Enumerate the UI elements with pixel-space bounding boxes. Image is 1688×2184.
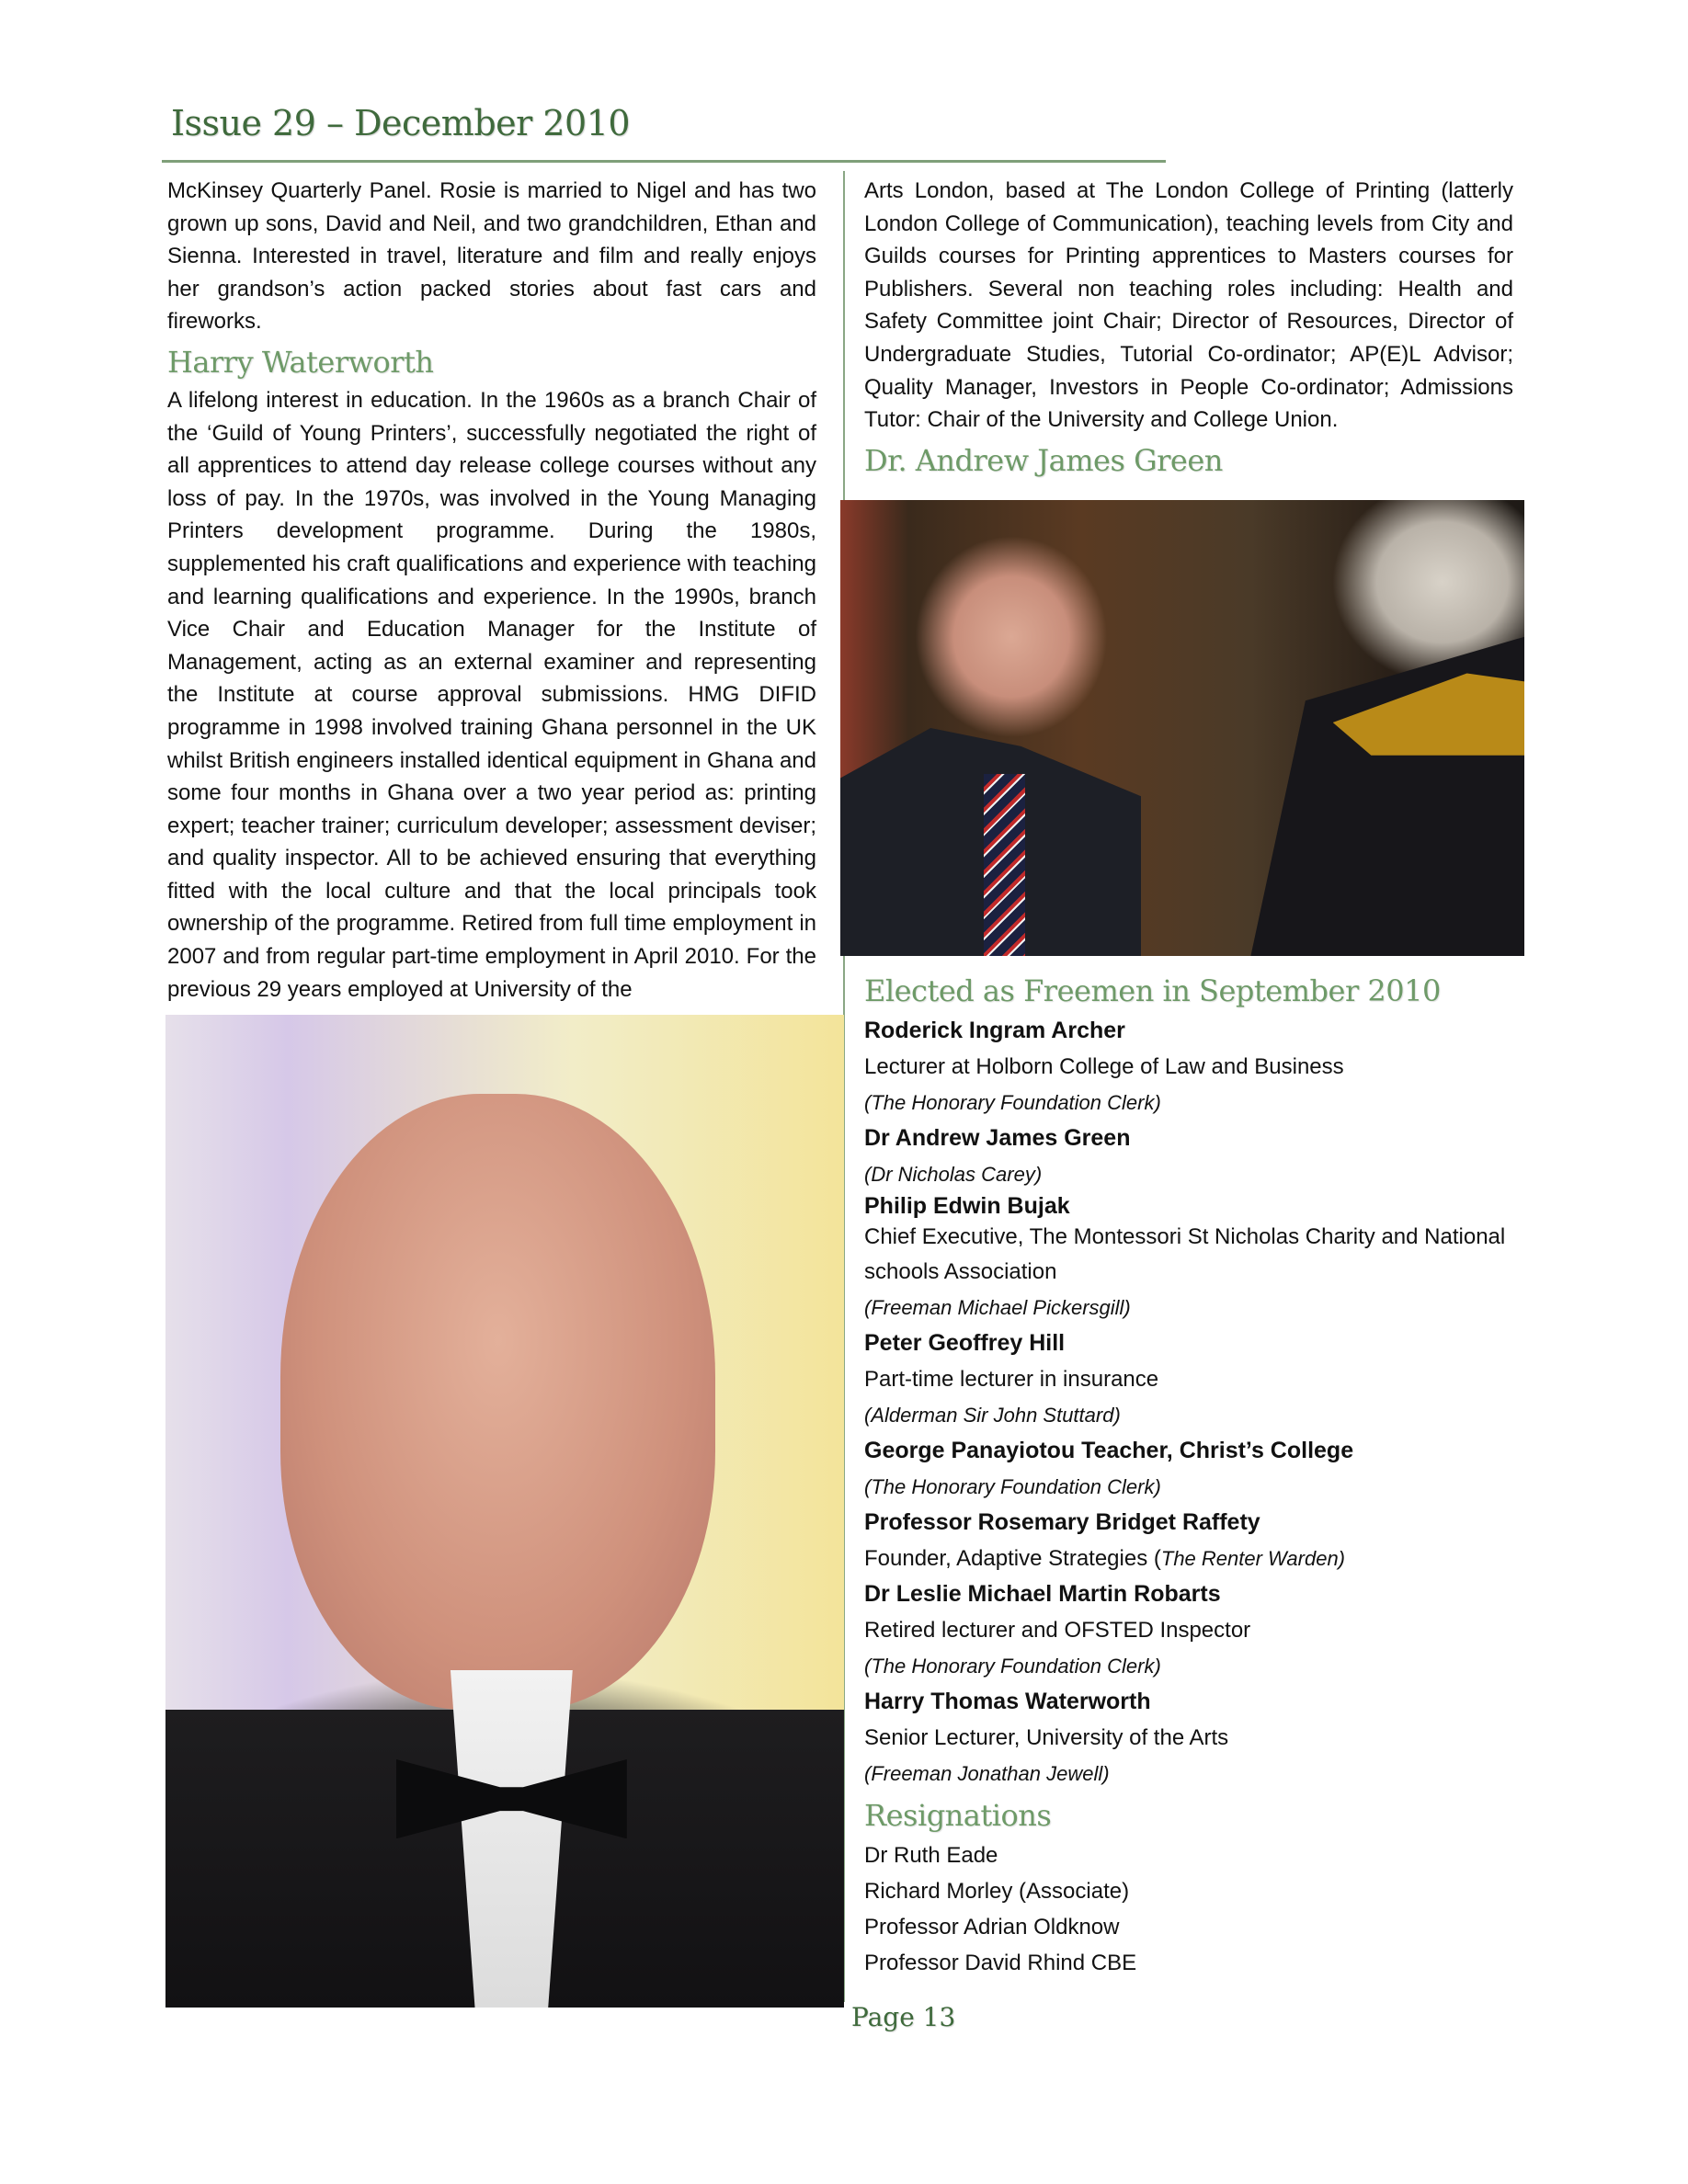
photo-subject-tie [984, 774, 1025, 956]
elected-description: Retired lecturer and OFSTED Inspector [864, 1618, 1251, 1643]
elected-name: Dr Andrew James Green [864, 1125, 1131, 1151]
elected-sponsor: The Renter Warden) [1160, 1547, 1346, 1570]
elected-name: Professor Rosemary Bridget Raffety [864, 1509, 1260, 1535]
elected-entry [864, 1325, 1513, 1433]
continued-bio-paragraph: Arts London, based at The London College of Printing (latterly London College of Communication), teaching levels from City and Guilds courses for Printing apprentices to Masters courses for Publishers. Several non teaching roles including: Health and Safety Committee joint Chair; Director of Resources, Director of Undergraduate Studies, Tutorial Co-ordinator; AP(E)L Advisor; Quality Manager, Investors in People Co-ordinator; Admissions Tutor: Chair of the University and College Union. [864, 178, 1513, 433]
elected-sponsor: (Dr Nicholas Carey) [864, 1163, 1043, 1186]
elected-entry [864, 1684, 1513, 1792]
resignations-list [864, 1837, 1513, 1981]
andrew-green-heading: Dr. Andrew James Green [864, 442, 1223, 478]
intro-paragraph: McKinsey Quarterly Panel. Rosie is married to Nigel and has two grown up sons, David and Neil, and two grandchildren, Ethan and Sienna. Interested in travel, literature and film and really enjoys her grandson’s action packed stories about fast cars and fireworks. [167, 178, 816, 335]
right-column [864, 175, 1513, 483]
elected-sponsor: (Alderman Sir John Stuttard) [864, 1404, 1121, 1427]
resignation-item: Professor Adrian Oldknow [864, 1915, 1120, 1939]
elected-description: Senior Lecturer, University of the Arts [864, 1725, 1229, 1750]
elected-entry [864, 1192, 1513, 1325]
resignation-item: Richard Morley (Associate) [864, 1879, 1130, 1904]
header-rule [162, 160, 1166, 163]
elected-sponsor: (The Honorary Foundation Clerk) [864, 1091, 1161, 1114]
elected-name: George Panayiotou Teacher, Christ’s College [864, 1438, 1354, 1463]
page-number: Page 13 [851, 2002, 956, 2032]
elected-name: Harry Thomas Waterworth [864, 1689, 1151, 1714]
resignations-heading: Resignations [864, 1798, 1052, 1833]
elected-name: Roderick Ingram Archer [864, 1018, 1125, 1043]
elected-description: Founder, Adaptive Strategies ( [864, 1546, 1161, 1571]
elected-sponsor: (Freeman Jonathan Jewell) [864, 1762, 1110, 1785]
harry-waterworth-heading: Harry Waterworth [167, 344, 434, 380]
elected-entry [864, 1505, 1513, 1576]
elected-sponsor: (Freeman Michael Pickersgill) [864, 1296, 1131, 1319]
resignation-item: Professor David Rhind CBE [864, 1951, 1137, 1975]
elected-name: Philip Edwin Bujak [864, 1193, 1070, 1219]
elected-entry [864, 1013, 1513, 1120]
left-column [167, 175, 816, 1006]
issue-title: Issue 29 – December 2010 [171, 103, 631, 143]
photo-subject-head [280, 1094, 714, 1710]
elected-entry [864, 1120, 1513, 1192]
elected-description: Part-time lecturer in insurance [864, 1367, 1159, 1392]
elected-entry [864, 1576, 1513, 1684]
resignation-item: Dr Ruth Eade [864, 1843, 998, 1868]
elected-entry [864, 1433, 1513, 1505]
elected-description: Chief Executive, The Montessori St Nicholas Charity and National schools Association [864, 1224, 1506, 1284]
elected-name: Peter Geoffrey Hill [864, 1330, 1066, 1356]
elected-description-line [864, 1541, 1513, 1576]
elected-heading: Elected as Freemen in September 2010 [864, 973, 1441, 1008]
elected-section [864, 967, 1513, 1981]
elected-description: Lecturer at Holborn College of Law and Business [864, 1054, 1344, 1079]
harry-waterworth-bio: A lifelong interest in education. In the 1960s as a branch Chair of the ‘Guild of Young Printers’, successfully negotiated the right of all apprentices to attend day release college courses without any loss of pay. In the 1970s, was involved in the Young Managing Printers development programme. During the 1980s, supplemented his craft qualifications and experience with teaching and learning qualifications and experience. In the 1990s, branch Vice Chair and Education Manager for the Institute of Management, acting as an external examiner and representing the Institute at course approval submissions. HMG DIFID programme in 1998 involved training Ghana personnel in the UK whilst British engineers installed identical equipment in Ghana and some four months in Ghana over a two year period as: printing expert; teacher trainer; curriculum developer; assessment deviser; and quality inspector. All to be achieved ensuring that everything fitted with the local culture and that the local principals took ownership of the programme. Retired from full time employment in 2007 and from regular part-time employment in April 2010. For the previous 29 years employed at University of the [167, 387, 816, 1002]
harry-waterworth-photo [165, 1015, 844, 2008]
elected-name: Dr Leslie Michael Martin Robarts [864, 1581, 1221, 1607]
andrew-green-photo [840, 500, 1524, 956]
elected-list [864, 1013, 1513, 1792]
elected-sponsor: (The Honorary Foundation Clerk) [864, 1655, 1161, 1678]
elected-sponsor: (The Honorary Foundation Clerk) [864, 1475, 1161, 1498]
